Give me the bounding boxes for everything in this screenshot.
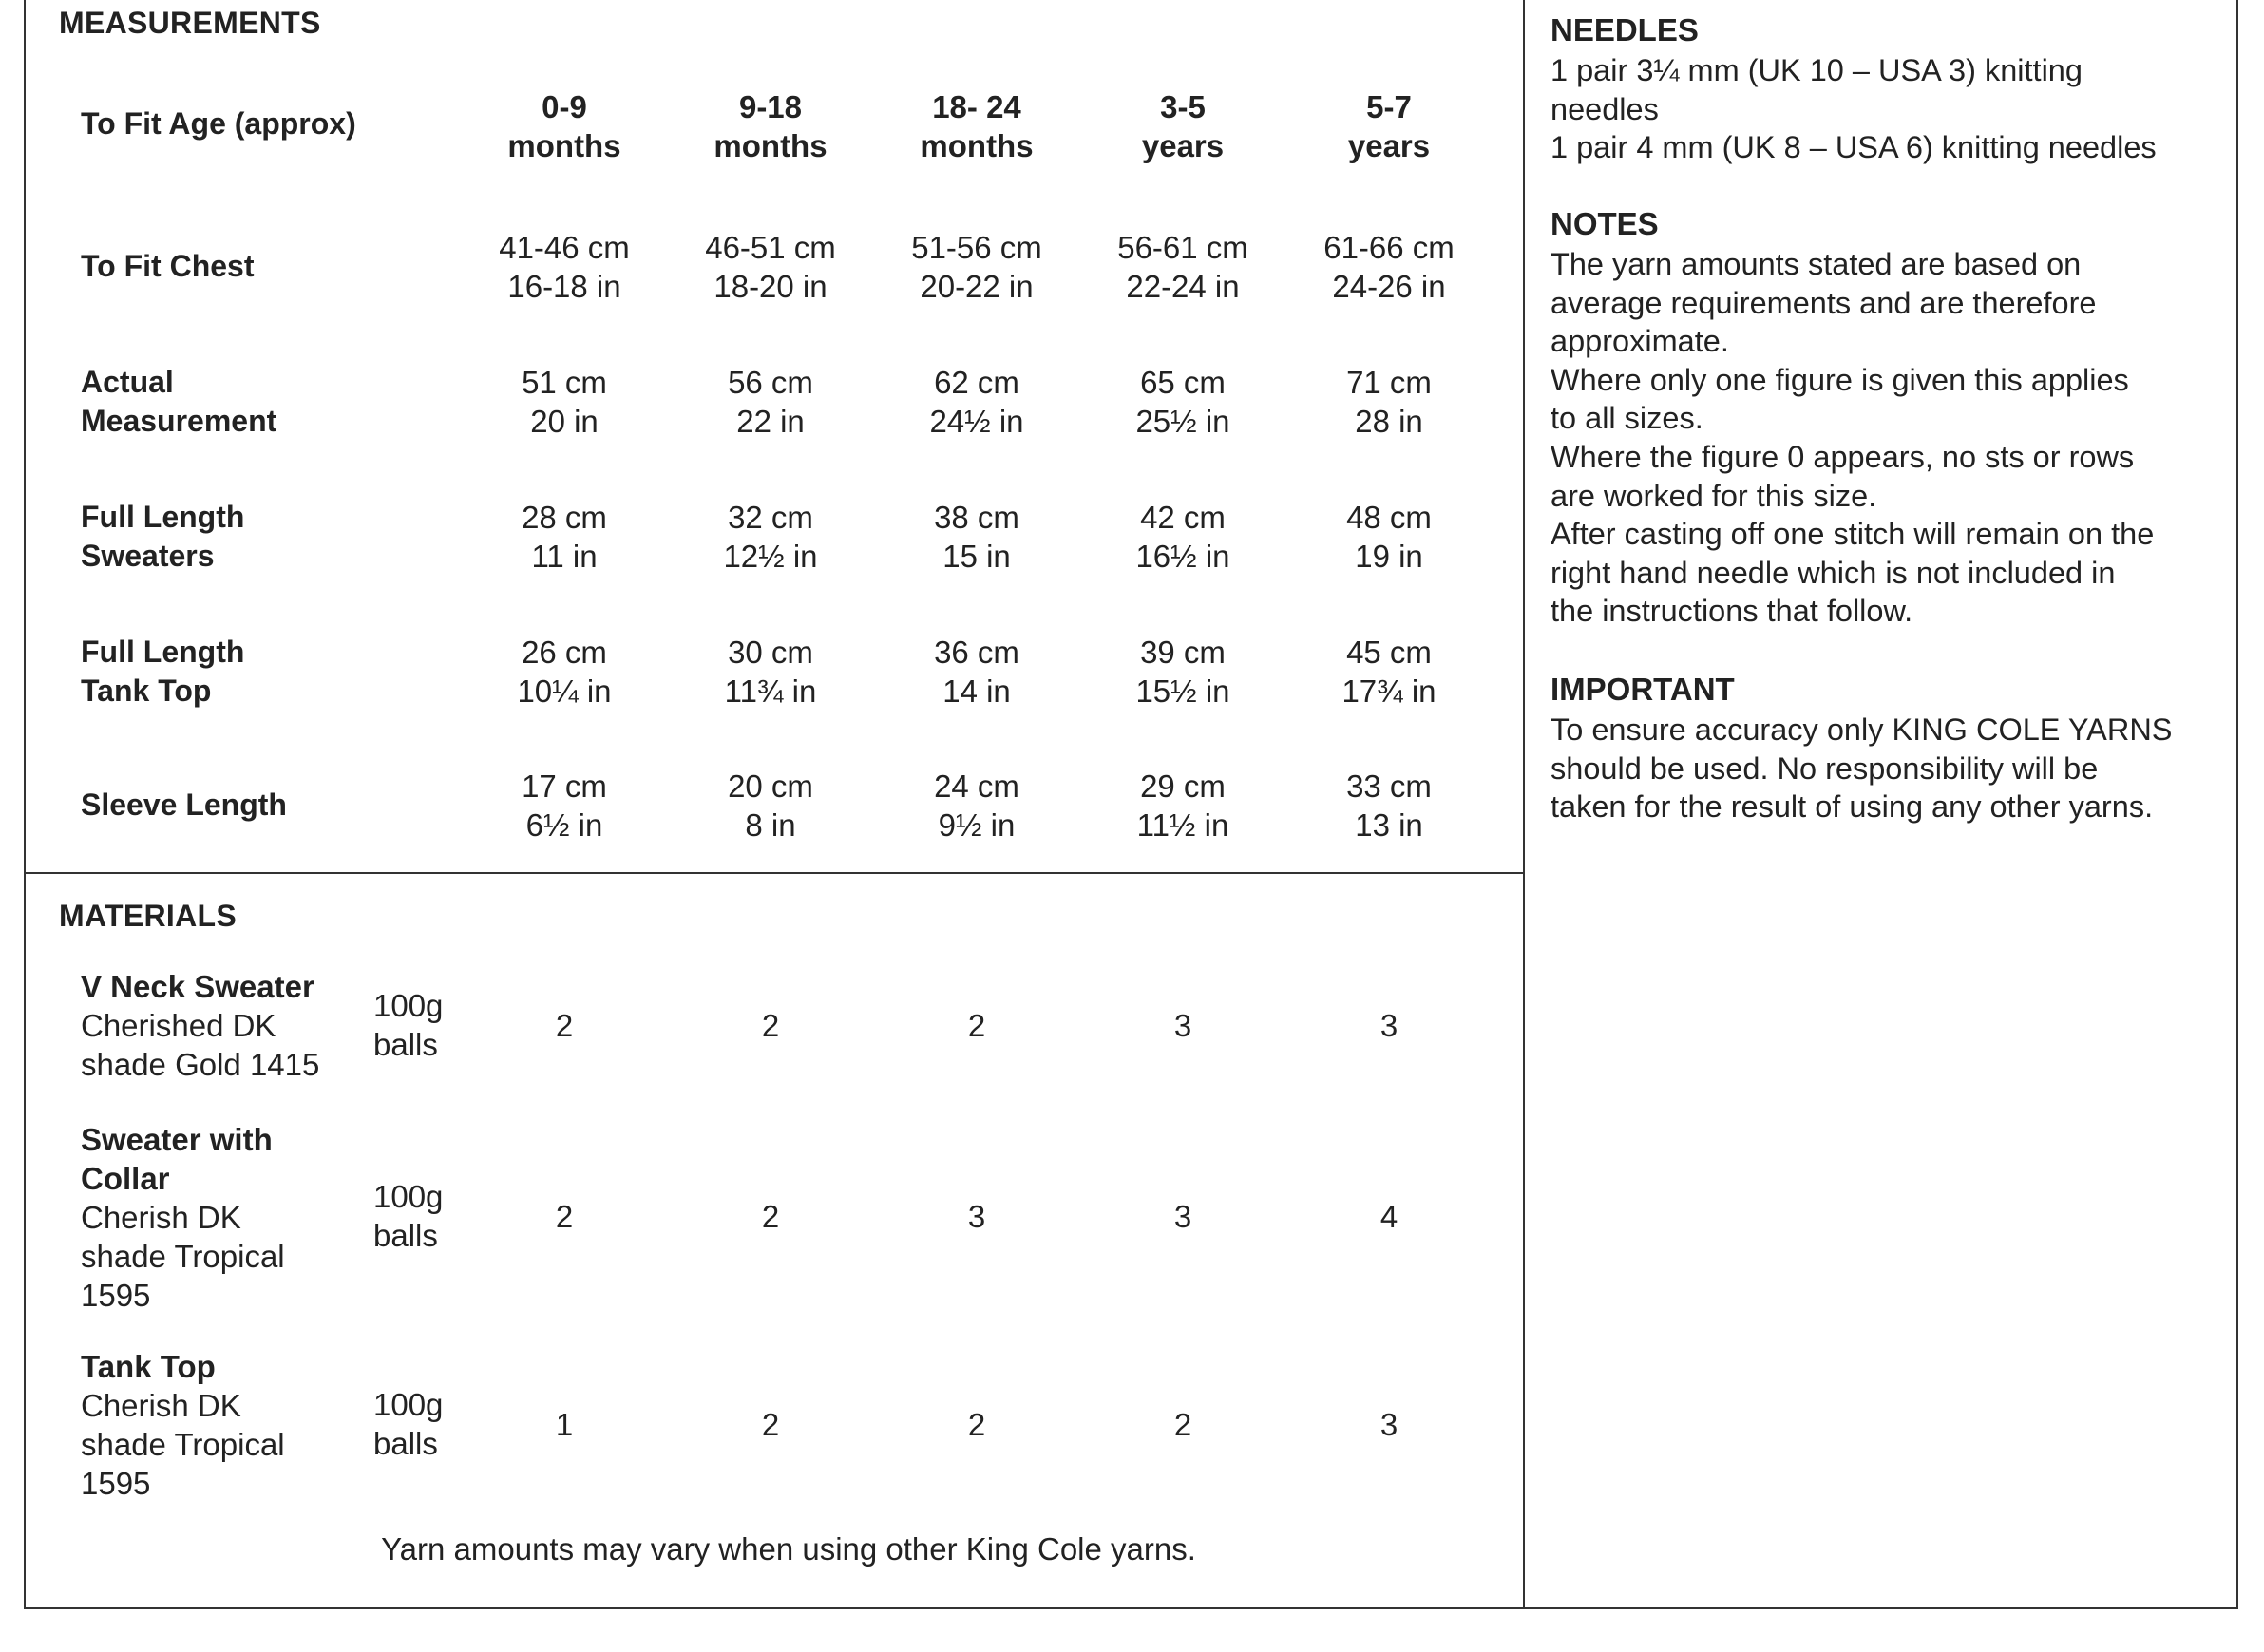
notes-line: to all sizes. — [1551, 401, 1703, 436]
important-line: should be used. No responsibility will be — [1551, 750, 2099, 786]
sweater-length-cell — [675, 498, 866, 576]
imperial-value: 20 in — [530, 404, 599, 439]
imperial-value: 16½ in — [1135, 539, 1230, 574]
tank-length-cell — [675, 633, 866, 711]
metric-value: 62 cm — [934, 365, 1019, 400]
metric-value: 39 cm — [1140, 635, 1226, 670]
notes-line: average requirements and are therefore — [1551, 285, 2097, 320]
imperial-value: 15½ in — [1135, 674, 1230, 709]
material-qty: 1 — [555, 1407, 574, 1442]
material-sweater-with-collar — [81, 1120, 285, 1315]
metric-value: 28 cm — [522, 500, 607, 535]
imperial-value: 22-24 in — [1126, 269, 1240, 304]
material-unit — [373, 1385, 443, 1463]
unit-weight: 100g — [373, 1387, 444, 1422]
unit-type: balls — [373, 1218, 438, 1253]
row-label-full-length-tank-top — [81, 633, 244, 711]
yarn-footnote: Yarn amounts may vary when using other King Cole yarns. — [381, 1531, 1196, 1567]
material-shade: shade Tropical — [81, 1427, 285, 1462]
material-qty: 2 — [761, 1008, 780, 1043]
imperial-value: 25½ in — [1135, 404, 1230, 439]
material-name: V Neck Sweater — [81, 969, 314, 1004]
imperial-value: 13 in — [1355, 807, 1423, 843]
important-text — [1551, 711, 2230, 826]
section-divider — [24, 872, 1525, 874]
material-qty: 3 — [1379, 1407, 1398, 1442]
metric-value: 61-66 cm — [1323, 230, 1455, 265]
actual-cell — [675, 363, 866, 441]
chest-cell — [1294, 228, 1484, 306]
imperial-value: 24½ in — [929, 404, 1024, 439]
imperial-value: 14 in — [942, 674, 1011, 709]
material-qty: 2 — [555, 1008, 574, 1043]
label-line: Tank Top — [81, 674, 212, 708]
notes-line: right hand needle which is not included in — [1551, 555, 2116, 590]
needles-line: needles — [1551, 91, 1659, 126]
imperial-value: 17¾ in — [1341, 674, 1436, 709]
unit-weight: 100g — [373, 1179, 444, 1214]
material-shade-number: 1595 — [81, 1278, 151, 1313]
row-label-actual-measurement — [81, 363, 276, 441]
size-range: 18- 24 — [932, 89, 1021, 124]
needles-heading: NEEDLES — [1551, 12, 1699, 47]
frame-right-border — [2236, 0, 2238, 1609]
material-qty: 2 — [555, 1199, 574, 1234]
frame-bottom-border — [24, 1607, 2238, 1609]
imperial-value: 11 in — [531, 539, 598, 574]
sleeve-length-cell — [675, 767, 866, 845]
notes-line: Where only one figure is given this applies — [1551, 362, 2129, 397]
material-qty: 3 — [1379, 1008, 1398, 1043]
metric-value: 56-61 cm — [1117, 230, 1248, 265]
unit-type: balls — [373, 1027, 438, 1062]
metric-value: 56 cm — [728, 365, 813, 400]
size-header-5-7 — [1294, 87, 1484, 165]
material-qty: 2 — [967, 1008, 986, 1043]
material-qty: 2 — [761, 1407, 780, 1442]
imperial-value: 11½ in — [1136, 807, 1229, 843]
important-heading: IMPORTANT — [1551, 672, 1735, 707]
tank-length-cell — [1088, 633, 1278, 711]
imperial-value: 16-18 in — [507, 269, 621, 304]
important-line: taken for the result of using any other yarns. — [1551, 789, 2154, 825]
sleeve-length-cell — [882, 767, 1072, 845]
material-unit — [373, 986, 443, 1064]
imperial-value: 22 in — [736, 404, 805, 439]
sleeve-length-cell — [469, 767, 659, 845]
size-range: 9-18 — [738, 89, 803, 124]
material-name: Sweater with — [81, 1122, 273, 1157]
material-qty: 2 — [761, 1199, 780, 1234]
imperial-value: 24-26 in — [1332, 269, 1446, 304]
size-unit: months — [507, 128, 621, 163]
imperial-value: 10¼ in — [517, 674, 612, 709]
imperial-value: 18-20 in — [713, 269, 828, 304]
metric-value: 51 cm — [522, 365, 607, 400]
metric-value: 36 cm — [934, 635, 1019, 670]
label-line: Actual — [81, 365, 174, 399]
needles-line: 1 pair 3¼ mm (UK 10 – USA 3) knitting — [1551, 53, 2083, 87]
imperial-value: 28 in — [1355, 404, 1423, 439]
size-range: 3-5 — [1160, 89, 1206, 124]
sleeve-length-cell — [1294, 767, 1484, 845]
notes-line: approximate. — [1551, 324, 1729, 359]
row-label-age: To Fit Age (approx) — [81, 106, 356, 141]
material-unit — [373, 1177, 443, 1255]
sweater-length-cell — [1088, 498, 1278, 576]
notes-text — [1551, 245, 2230, 631]
imperial-value: 6½ in — [525, 807, 603, 843]
needles-text — [1551, 51, 2230, 167]
imperial-value: 19 in — [1355, 539, 1423, 574]
actual-cell — [1294, 363, 1484, 441]
label-line: Full Length — [81, 635, 245, 669]
metric-value: 24 cm — [934, 769, 1019, 804]
metric-value: 42 cm — [1140, 500, 1226, 535]
material-qty: 2 — [967, 1407, 986, 1442]
label-line: Full Length — [81, 500, 245, 534]
material-yarn: Cherish DK — [81, 1388, 241, 1423]
notes-line: The yarn amounts stated are based on — [1551, 247, 2082, 281]
unit-type: balls — [373, 1426, 438, 1461]
material-shade: shade Tropical — [81, 1239, 285, 1274]
chest-cell — [675, 228, 866, 306]
size-unit: years — [1347, 128, 1431, 163]
sweater-length-cell — [1294, 498, 1484, 576]
metric-value: 48 cm — [1346, 500, 1432, 535]
metric-value: 26 cm — [522, 635, 607, 670]
imperial-value: 12½ in — [723, 539, 818, 574]
actual-cell — [1088, 363, 1278, 441]
sleeve-length-cell — [1088, 767, 1278, 845]
material-qty: 3 — [967, 1199, 986, 1234]
material-qty: 3 — [1173, 1199, 1192, 1234]
needles-line: 1 pair 4 mm (UK 8 – USA 6) knitting needles — [1551, 130, 2157, 165]
metric-value: 65 cm — [1140, 365, 1226, 400]
material-yarn: Cherished DK — [81, 1008, 276, 1043]
notes-heading: NOTES — [1551, 206, 1659, 241]
row-label-sleeve-length: Sleeve Length — [81, 788, 287, 822]
important-line: To ensure accuracy only KING COLE YARNS — [1551, 712, 2173, 747]
material-shade-number: 1595 — [81, 1466, 151, 1501]
metric-value: 38 cm — [934, 500, 1019, 535]
metric-value: 41-46 cm — [499, 230, 630, 265]
size-header-9-18 — [675, 87, 866, 165]
metric-value: 30 cm — [728, 635, 813, 670]
material-name: Collar — [81, 1161, 170, 1196]
material-shade: shade Gold 1415 — [81, 1047, 320, 1082]
size-unit: years — [1141, 128, 1225, 163]
metric-value: 71 cm — [1346, 365, 1432, 400]
materials-heading: MATERIALS — [59, 899, 237, 933]
tank-length-cell — [469, 633, 659, 711]
metric-value: 33 cm — [1346, 769, 1432, 804]
imperial-value: 9½ in — [938, 807, 1016, 843]
metric-value: 32 cm — [728, 500, 813, 535]
notes-line: Where the figure 0 appears, no sts or rows — [1551, 439, 2135, 474]
sweater-length-cell — [469, 498, 659, 576]
measurements-heading: MEASUREMENTS — [59, 6, 321, 40]
size-range: 0-9 — [542, 89, 587, 124]
size-header-3-5 — [1088, 87, 1278, 165]
material-qty: 2 — [1173, 1407, 1192, 1442]
tank-length-cell — [1294, 633, 1484, 711]
metric-value: 45 cm — [1346, 635, 1432, 670]
chest-cell — [469, 228, 659, 306]
metric-value: 20 cm — [728, 769, 813, 804]
row-label-full-length-sweaters — [81, 498, 244, 576]
material-qty: 3 — [1173, 1008, 1192, 1043]
frame-left-border — [24, 0, 26, 1609]
notes-line: are worked for this size. — [1551, 478, 1877, 513]
material-v-neck-sweater — [81, 967, 319, 1084]
chest-cell — [1088, 228, 1278, 306]
actual-cell — [469, 363, 659, 441]
metric-value: 51-56 cm — [911, 230, 1042, 265]
material-yarn: Cherish DK — [81, 1200, 241, 1235]
size-unit: months — [920, 128, 1034, 163]
imperial-value: 20-22 in — [920, 269, 1034, 304]
size-range: 5-7 — [1366, 89, 1412, 124]
size-header-18-24 — [882, 87, 1072, 165]
metric-value: 29 cm — [1140, 769, 1226, 804]
label-line: Sweaters — [81, 539, 215, 573]
material-tank-top — [81, 1347, 285, 1503]
material-qty: 4 — [1379, 1199, 1398, 1234]
imperial-value: 11¾ in — [724, 674, 817, 709]
material-name: Tank Top — [81, 1349, 216, 1384]
actual-cell — [882, 363, 1072, 441]
imperial-value: 8 in — [745, 807, 796, 843]
metric-value: 17 cm — [522, 769, 607, 804]
tank-length-cell — [882, 633, 1072, 711]
column-divider — [1523, 0, 1525, 1609]
unit-weight: 100g — [373, 988, 444, 1023]
size-header-0-9 — [469, 87, 659, 165]
label-line: Measurement — [81, 404, 277, 438]
notes-line: the instructions that follow. — [1551, 594, 1913, 629]
notes-line: After casting off one stitch will remain on the — [1551, 517, 2155, 552]
imperial-value: 15 in — [942, 539, 1011, 574]
sweater-length-cell — [882, 498, 1072, 576]
chest-cell — [882, 228, 1072, 306]
row-label-chest: To Fit Chest — [81, 249, 255, 283]
size-unit: months — [713, 128, 828, 163]
metric-value: 46-51 cm — [705, 230, 836, 265]
